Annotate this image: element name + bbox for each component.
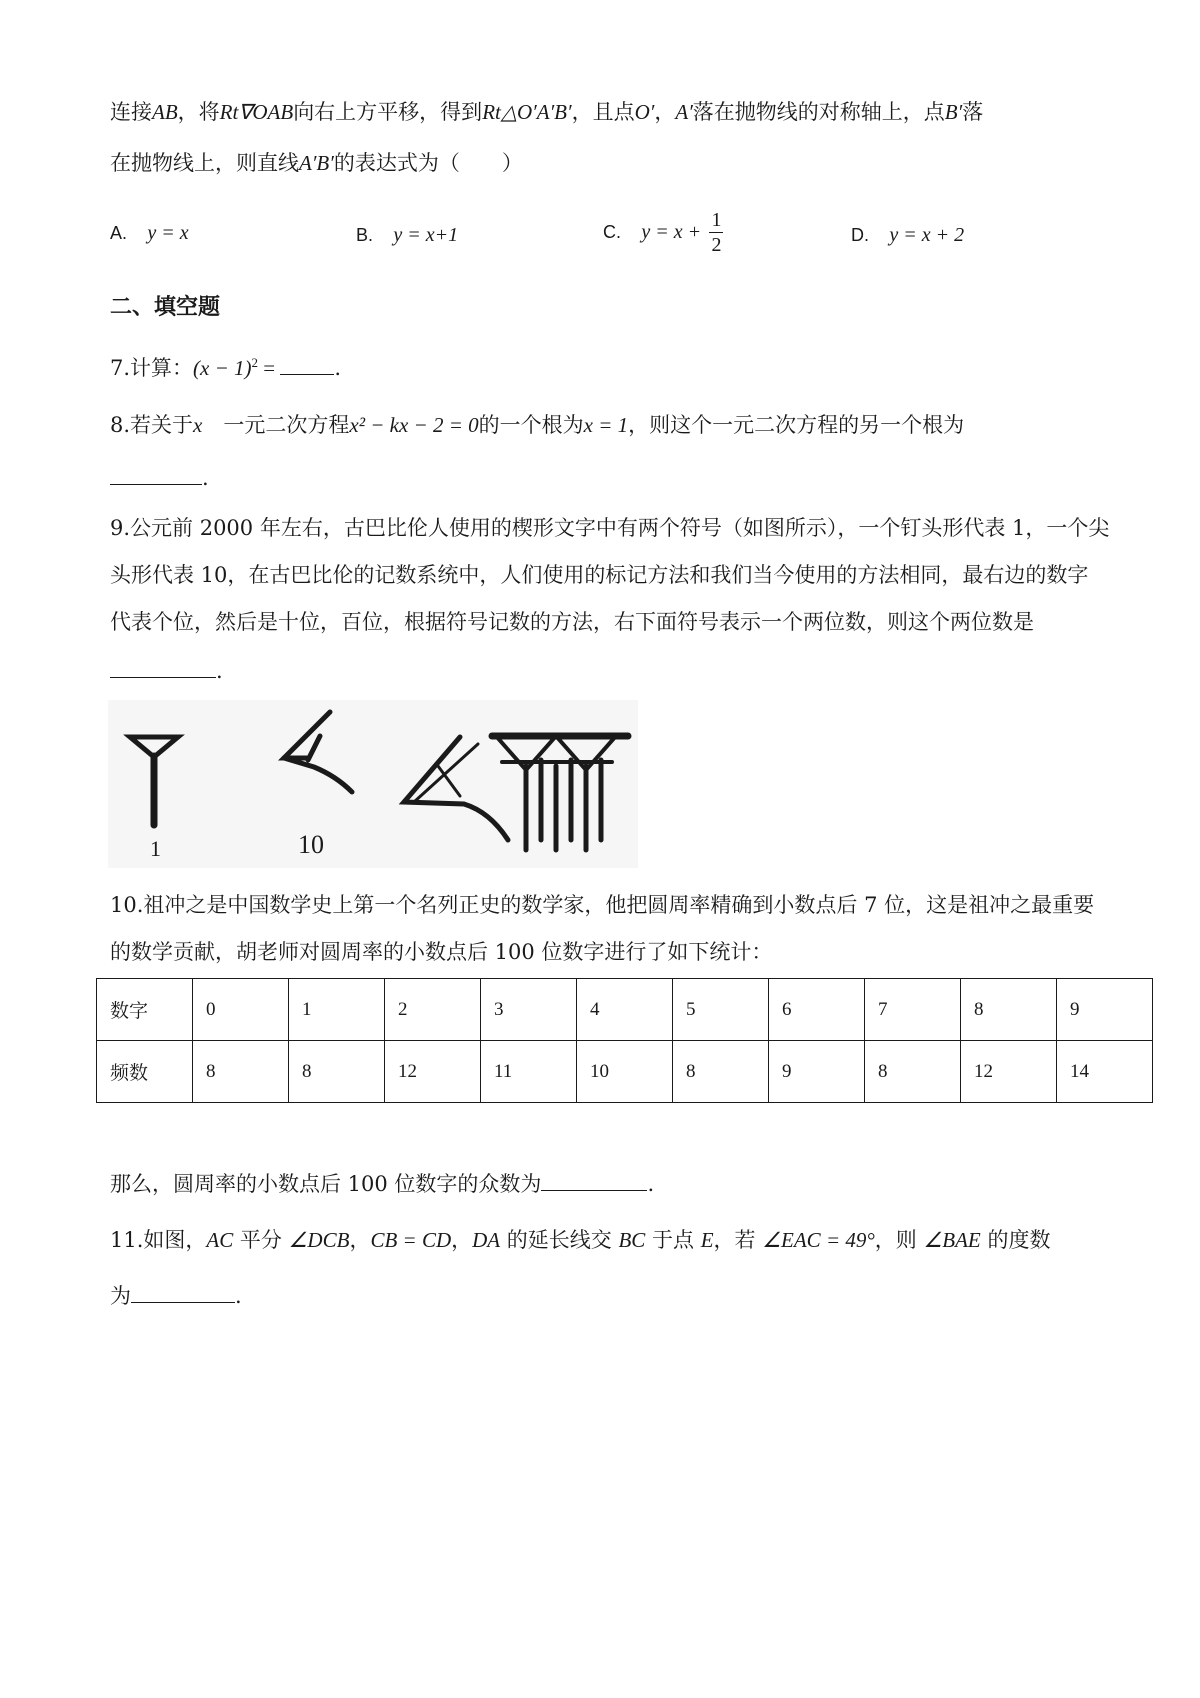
text: 连接: [110, 100, 152, 124]
section-title: 二、填空题: [110, 294, 221, 320]
text: ，: [349, 1228, 371, 1252]
text: ，: [654, 100, 676, 124]
text: ，且点: [571, 100, 635, 124]
table-cell: 12: [385, 1041, 481, 1103]
text: 的表达式为（ ）: [333, 151, 523, 175]
figure-label-one: 1: [150, 836, 161, 861]
math: B′: [944, 100, 963, 124]
math: AC: [206, 1228, 234, 1252]
answer-blank[interactable]: [131, 1280, 235, 1303]
option-a: [110, 220, 189, 245]
text: 的延长线交: [500, 1228, 619, 1252]
text: .: [216, 659, 223, 683]
math: E: [700, 1228, 714, 1252]
table-cell: 14: [1057, 1041, 1153, 1103]
digit-frequency-table: [96, 978, 1153, 1103]
math: ∠DCB: [288, 1228, 350, 1252]
table-cell: 2: [385, 979, 481, 1041]
exponent: 2: [251, 355, 259, 370]
option-label: A.: [110, 223, 128, 243]
question-number: 8.若关于: [110, 413, 194, 437]
table-cell: 7: [865, 979, 961, 1041]
question-11: [110, 1225, 1050, 1255]
text: 一元二次方程: [202, 413, 350, 437]
cuneiform-symbols-svg: [108, 700, 638, 868]
text: 在抛物线上，则直线: [110, 151, 299, 175]
question-10-line-2: 的数学贡献，胡老师对圆周率的小数点后 100 位数字进行了如下统计：: [110, 940, 773, 964]
table-cell: 11: [481, 1041, 577, 1103]
text: 的一个根为: [478, 413, 584, 437]
question-11-answer-line: [110, 1280, 242, 1311]
option-expression: y = x + 2: [889, 224, 965, 246]
text: 落在抛物线的对称轴上，点: [692, 100, 945, 124]
answer-blank[interactable]: [110, 462, 202, 485]
option-expression: y = x+1: [393, 224, 459, 246]
answer-blank[interactable]: [110, 655, 216, 678]
question-9-line-2: 头形代表 10，在古巴比伦的记数系统中，人们使用的标记方法和我们当今使用的方法相同，最右边的数字: [110, 563, 1089, 587]
math: =: [258, 356, 281, 380]
text: ，则: [874, 1228, 924, 1252]
option-expression: y = x +: [641, 221, 702, 243]
question-7: [110, 348, 341, 383]
math: ∠BAE: [923, 1228, 981, 1252]
math: BC: [618, 1228, 646, 1252]
text: 向右上方平移，得到: [293, 100, 483, 124]
q6-text-line-2: [110, 148, 523, 178]
text: 为: [110, 1284, 131, 1308]
option-b: [356, 222, 458, 247]
question-9-line-1: 9.公元前 2000 年左右，古巴比伦人使用的楔形文字中有两个符号（如图所示），一个钉头形代表 1，一个尖: [110, 516, 1110, 540]
table-cell: 8: [673, 1041, 769, 1103]
math: (x − 1): [193, 356, 252, 380]
table-cell: 3: [481, 979, 577, 1041]
option-d: [851, 222, 964, 247]
option-expression: y = x: [147, 222, 189, 244]
table-cell: 频数: [97, 1041, 193, 1103]
math: x = 1: [583, 413, 629, 437]
question-8-answer-line: [110, 462, 209, 493]
math: O′: [634, 100, 655, 124]
math: CB = CD: [370, 1228, 452, 1252]
table-cell: 12: [961, 1041, 1057, 1103]
math: AB: [152, 100, 178, 124]
figure-label-ten: 10: [298, 830, 324, 859]
text: .: [235, 1284, 242, 1308]
table-cell: 数字: [97, 979, 193, 1041]
math: Rt△O′A′B′: [482, 100, 572, 124]
table-cell: 9: [769, 1041, 865, 1103]
math: x: [193, 413, 203, 437]
question-number: 11.如图，: [110, 1228, 207, 1252]
question-9-answer-line: [110, 655, 223, 686]
math: DA: [472, 1228, 501, 1252]
option-label: B.: [356, 225, 374, 245]
text: 于点: [645, 1228, 701, 1252]
answer-blank[interactable]: [541, 1168, 647, 1191]
math: A′B′: [299, 151, 334, 175]
table-cell: 8: [961, 979, 1057, 1041]
question-8: [110, 410, 964, 440]
math: Rt∇OAB: [219, 100, 294, 124]
question-10-answer-line: [110, 1168, 654, 1199]
text: 落: [962, 100, 984, 124]
fraction-numerator: 1: [711, 209, 722, 231]
table-cell: 9: [1057, 979, 1153, 1041]
option-label: C.: [603, 222, 621, 242]
text: .: [334, 356, 342, 380]
table-row-frequencies: [97, 1041, 1153, 1103]
text: .: [647, 1172, 655, 1196]
table-cell: 10: [577, 1041, 673, 1103]
table-cell: 0: [193, 979, 289, 1041]
cuneiform-figure: [108, 700, 638, 868]
question-9-line-3: 代表个位，然后是十位，百位，根据符号记数的方法，右下面符号表示一个两位数，则这个两位数是: [110, 610, 1034, 634]
q6-text-line-1: [110, 97, 983, 127]
table-cell: 6: [769, 979, 865, 1041]
answer-blank[interactable]: [280, 352, 334, 375]
text: .: [202, 466, 209, 490]
table-row-digits: [97, 979, 1153, 1041]
math: A′: [675, 100, 693, 124]
table-cell: 5: [673, 979, 769, 1041]
math: x² − kx − 2 = 0: [349, 413, 479, 437]
table-cell: 1: [289, 979, 385, 1041]
text: 平分: [233, 1228, 289, 1252]
fraction-denominator: 2: [711, 234, 722, 256]
text: ，: [451, 1228, 473, 1252]
text: 的度数: [980, 1228, 1051, 1252]
question-10-line-1: 10.祖冲之是中国数学史上第一个名列正史的数学家，他把圆周率精确到小数点后 7 位，这是祖冲之最重要: [110, 893, 1095, 917]
table-cell: 4: [577, 979, 673, 1041]
text: ，则这个一元二次方程的另一个根为: [628, 413, 965, 437]
option-c: [603, 208, 723, 257]
text: 那么，圆周率的小数点后 100 位数字的众数为: [110, 1172, 542, 1196]
fraction: [709, 208, 723, 257]
question-number: 7.计算：: [110, 356, 194, 380]
table-cell: 8: [193, 1041, 289, 1103]
table-cell: 8: [865, 1041, 961, 1103]
option-label: D.: [851, 225, 869, 245]
text: ，将: [177, 100, 220, 124]
table-cell: 8: [289, 1041, 385, 1103]
text: ，若: [713, 1228, 763, 1252]
math: ∠EAC = 49°: [762, 1228, 875, 1252]
